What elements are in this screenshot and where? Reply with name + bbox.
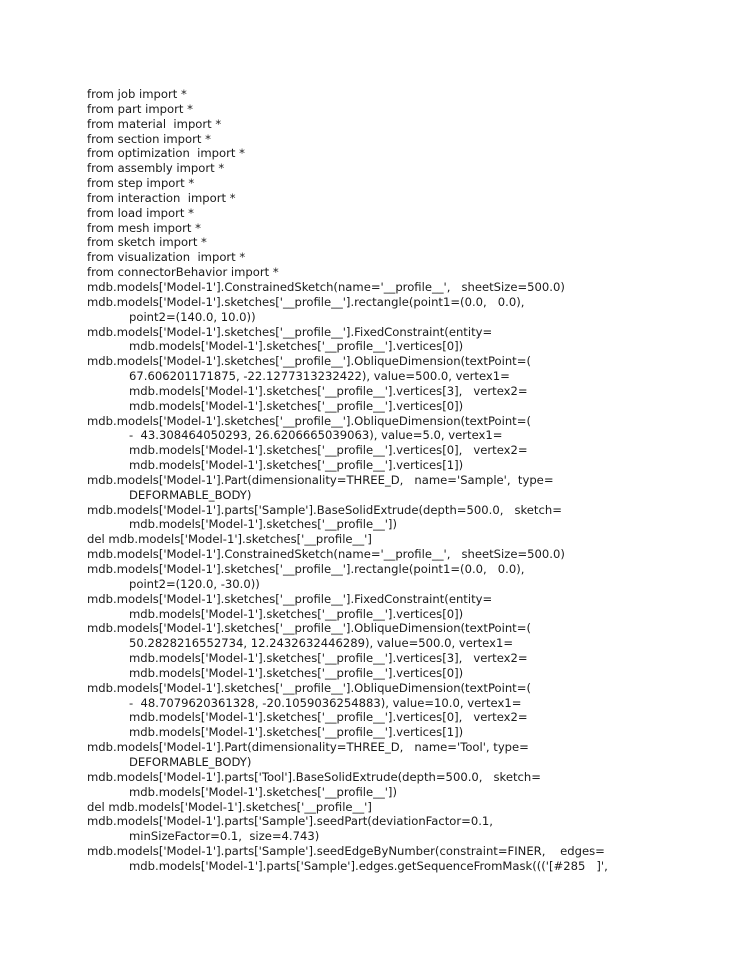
code-line-continuation: mdb.models['Model-1'].sketches['__profile__']) <box>129 784 397 799</box>
code-line: from material import * <box>87 116 222 131</box>
code-line: from part import * <box>87 101 193 116</box>
code-line: mdb.models['Model-1'].parts['Sample'].seedEdgeByNumber(constraint=FINER, edges= <box>87 844 605 859</box>
code-line-continuation: point2=(140.0, 10.0)) <box>129 309 256 324</box>
code-line-continuation: mdb.models['Model-1'].sketches['__profile__'].vertices[0]) <box>129 665 464 680</box>
code-line-continuation: point2=(120.0, -30.0)) <box>129 576 260 591</box>
code-line-continuation: DEFORMABLE_BODY) <box>129 487 252 502</box>
code-line: from assembly import * <box>87 161 225 176</box>
code-line: from interaction import * <box>87 190 236 205</box>
code-line-continuation: minSizeFactor=0.1, size=4.743) <box>129 829 320 844</box>
code-line: mdb.models['Model-1'].parts['Sample'].BaseSolidExtrude(depth=500.0, sketch= <box>87 502 562 517</box>
code-line: mdb.models['Model-1'].sketches['__profile__'].ObliqueDimension(textPoint=( <box>87 354 531 369</box>
code-line-continuation: - 48.7079620361328, -20.1059036254883), value=10.0, vertex1= <box>129 695 522 710</box>
code-line-continuation: mdb.models['Model-1'].sketches['__profile__'].vertices[1]) <box>129 458 464 473</box>
code-line-continuation: mdb.models['Model-1'].sketches['__profile__'].vertices[3], vertex2= <box>129 383 528 398</box>
code-line: mdb.models['Model-1'].sketches['__profile__'].rectangle(point1=(0.0, 0.0), <box>87 294 525 309</box>
code-line: from connectorBehavior import * <box>87 265 279 280</box>
code-line: from mesh import * <box>87 220 201 235</box>
code-line: mdb.models['Model-1'].Part(dimensionality=THREE_D, name='Tool', type= <box>87 740 529 755</box>
code-line: mdb.models['Model-1'].sketches['__profile__'].rectangle(point1=(0.0, 0.0), <box>87 562 525 576</box>
code-line: mdb.models['Model-1'].parts['Sample'].seedPart(deviationFactor=0.1, <box>87 814 493 829</box>
code-line: mdb.models['Model-1'].sketches['__profile__'].ObliqueDimension(textPoint=( <box>87 680 531 695</box>
code-line: from load import * <box>87 205 194 220</box>
code-line: from step import * <box>87 176 195 191</box>
code-line-continuation: DEFORMABLE_BODY) <box>129 754 252 769</box>
code-line-continuation: mdb.models['Model-1'].sketches['__profile__'].vertices[0]) <box>129 606 464 621</box>
code-line-continuation: mdb.models['Model-1'].sketches['__profile__'].vertices[0]) <box>129 339 464 354</box>
code-line: mdb.models['Model-1'].sketches['__profile__'].ObliqueDimension(textPoint=( <box>87 413 531 428</box>
code-line: from visualization import * <box>87 250 246 265</box>
code-line: mdb.models['Model-1'].sketches['__profile__'].FixedConstraint(entity= <box>87 591 493 606</box>
code-line: mdb.models['Model-1'].Part(dimensionality=THREE_D, name='Sample', type= <box>87 472 554 487</box>
code-line: mdb.models['Model-1'].ConstrainedSketch(name='__profile__', sheetSize=500.0) <box>87 547 565 562</box>
code-line: mdb.models['Model-1'].ConstrainedSketch(name='__profile__', sheetSize=500.0) <box>87 279 565 294</box>
code-line-continuation: mdb.models['Model-1'].sketches['__profile__']) <box>129 517 397 532</box>
code-line: mdb.models['Model-1'].sketches['__profile__'].ObliqueDimension(textPoint=( <box>87 621 531 636</box>
code-line: from section import * <box>87 131 211 146</box>
code-line-continuation: mdb.models['Model-1'].parts['Sample'].edges.getSequenceFromMask((('[#285 ]', <box>129 858 608 873</box>
code-line-continuation: mdb.models['Model-1'].sketches['__profile__'].vertices[3], vertex2= <box>129 651 528 666</box>
code-listing <box>87 87 727 874</box>
code-line-continuation: mdb.models['Model-1'].sketches['__profile__'].vertices[0], vertex2= <box>129 710 528 725</box>
code-line-continuation: - 43.308464050293, 26.6206665039063), value=5.0, vertex1= <box>129 428 503 443</box>
code-line: from job import * <box>87 87 187 101</box>
code-line: del mdb.models['Model-1'].sketches['__profile__'] <box>87 532 372 547</box>
code-line: mdb.models['Model-1'].parts['Tool'].BaseSolidExtrude(depth=500.0, sketch= <box>87 769 541 784</box>
code-line-continuation: mdb.models['Model-1'].sketches['__profile__'].vertices[0]) <box>129 398 464 413</box>
code-line-continuation: mdb.models['Model-1'].sketches['__profile__'].vertices[0], vertex2= <box>129 443 528 458</box>
code-line-continuation: 50.2828216552734, 12.2432632446289), value=500.0, vertex1= <box>129 636 514 651</box>
code-line: del mdb.models['Model-1'].sketches['__profile__'] <box>87 799 372 814</box>
code-line-continuation: 67.606201171875, -22.1277313232422), value=500.0, vertex1= <box>129 369 510 384</box>
code-line: from optimization import * <box>87 146 245 161</box>
code-line-continuation: mdb.models['Model-1'].sketches['__profile__'].vertices[1]) <box>129 725 464 740</box>
code-line: from sketch import * <box>87 235 207 250</box>
code-line: mdb.models['Model-1'].sketches['__profile__'].FixedConstraint(entity= <box>87 324 493 339</box>
